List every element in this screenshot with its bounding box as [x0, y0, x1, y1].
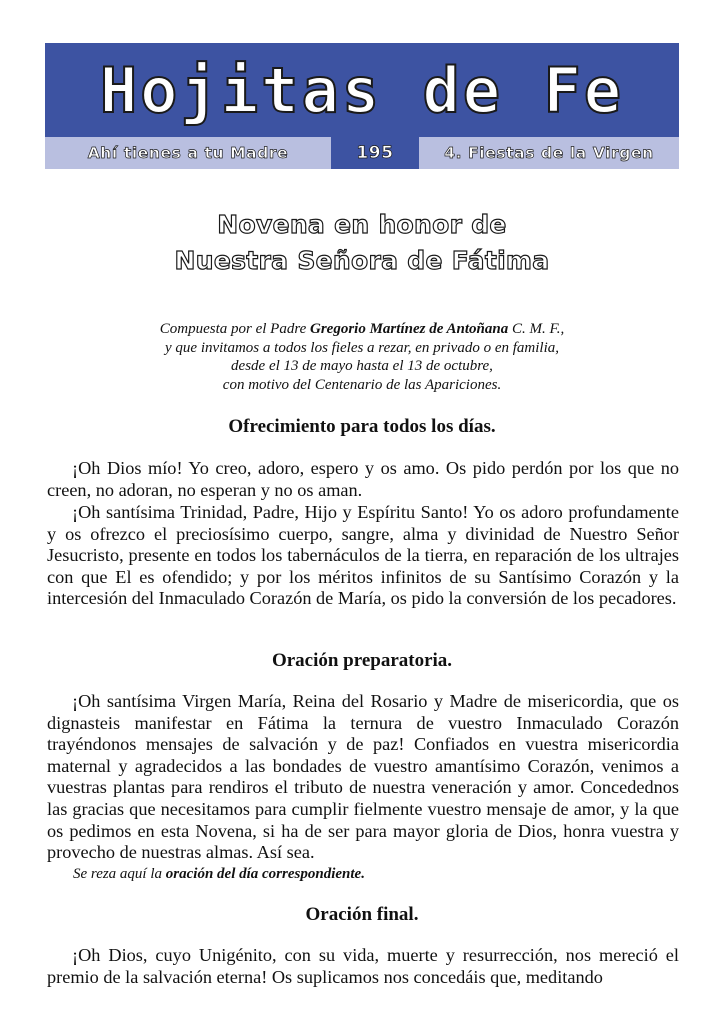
- title-line-1: Novena en honor de: [217, 210, 507, 239]
- header-subtitle-bar: [45, 137, 679, 169]
- intro-block: [45, 320, 679, 394]
- intro-line-4: con motivo del Centenario de las Apariciones.: [222, 376, 502, 393]
- rubric-note: Se reza aquí la oración del día correspondiente.: [73, 866, 365, 882]
- intro-line-2: y que invitamos a todos los fieles a rezar, en privado o en familia,: [165, 339, 559, 356]
- header-title-band: [45, 43, 679, 137]
- intro-line-3: desde el 13 de mayo hasta el 13 de octubre,: [231, 358, 493, 374]
- category-label: 4. Fiestas de la Virgen: [444, 144, 654, 162]
- series-label: Ahí tienes a tu Madre: [87, 144, 289, 162]
- paragraph-4: ¡Oh Dios, cuyo Unigénito, con su vida, muerte y resurrección, nos mereció el premio de la salvación eterna! Os suplicamos nos concedáis que, meditando: [47, 945, 679, 987]
- paragraph-3: ¡Oh santísima Virgen María, Reina del Rosario y Madre de misericordia, que os dignasteis manifestar en Fátima la ternura de vuestro Inmaculado Corazón trayéndonos mensajes de salvación y de paz! Confiados en vuestra misericordia maternal y agradecidos a las bondades de vuestro amantísimo Corazón, venimos a vuestras plantas para rendiros el tributo de nuestra veneración y amor. Concedednos las gracias que necesitamos para cumplir fielmente vuestro mensaje de amor, y la que os pedimos en esta Novena, si ha de ser para mayor gloria de Dios, honra vuestra y provecho de nuestras almas. Así sea.: [47, 691, 679, 863]
- author-name: Gregorio Martínez de Antoñana: [310, 321, 509, 337]
- section-heading-final: Oración final.: [305, 904, 419, 925]
- paragraph-1: ¡Oh Dios mío! Yo creo, adoro, espero y os amo. Os pido perdón por los que no creen, no adoran, no esperan y no os aman.: [47, 458, 679, 500]
- paragraph-2: ¡Oh santísima Trinidad, Padre, Hijo y Espíritu Santo! Yo os adoro profundamente y os ofrezco el preciosísimo cuerpo, sangre, alma y divinidad de Nuestro Señor Jesucristo, presente en todos los tabernáculos de la tierra, en reparación de los ultrajes con que El es ofendido; y por los méritos infinitos de su Santísimo Corazón y la intercesión del Inmaculado Corazón de María, os pido la conversión de los pecadores.: [47, 502, 679, 609]
- issue-number: 195: [331, 137, 419, 169]
- publication-title: Hojitas de Fe: [99, 54, 625, 127]
- header-banner: [45, 43, 679, 169]
- section-heading-preparatoria: Oración preparatoria.: [271, 650, 453, 671]
- intro-line-1: Compuesta por el Padre Gregorio Martínez de Antoñana C. M. F.,: [159, 321, 565, 337]
- section-heading-ofrecimiento: Ofrecimiento para todos los días.: [228, 416, 496, 437]
- title-line-2: Nuestra Señora de Fátima: [174, 246, 550, 275]
- document-title: [45, 207, 679, 279]
